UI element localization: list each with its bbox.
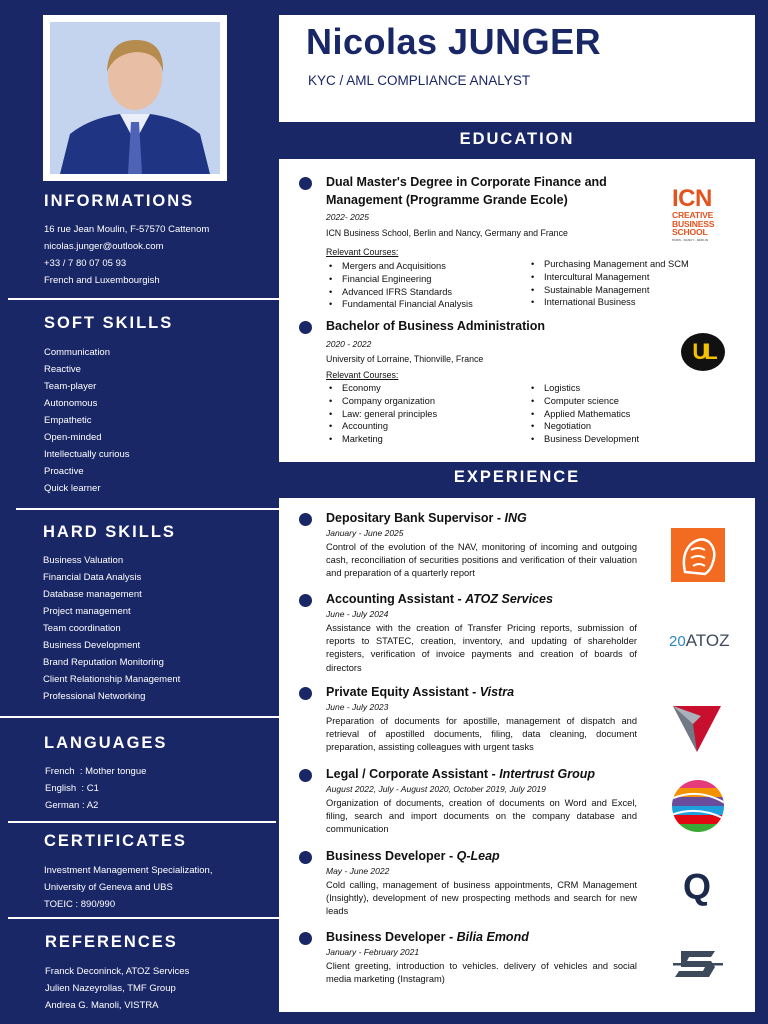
list-item: • Marketing — [329, 433, 437, 446]
header-card — [279, 15, 755, 122]
list-item: Andrea G. Manoli, VISTRA — [45, 1000, 159, 1011]
company-name: Bilia Emond — [456, 930, 529, 944]
company-name: ATOZ Services — [465, 592, 553, 606]
logo-text: ICN — [672, 185, 712, 212]
list-item: Communication — [44, 347, 110, 358]
degree-date: 2020 - 2022 — [326, 339, 372, 349]
ul-logo: UL — [681, 333, 725, 371]
job-description: Control of the evolution of the NAV, monitoring of incoming and outgoing cash, reconciliation of securities positions and verification of their valuation and preparation of a quarterly report — [326, 542, 637, 579]
lion-icon — [671, 528, 725, 582]
list-item: • International Business — [531, 296, 689, 309]
courses-list-right — [531, 382, 639, 446]
bullet-icon — [299, 177, 312, 190]
list-item: Reactive — [44, 364, 81, 375]
degree-title: Dual Master's Degree in Corporate Finance and Management (Programme Grande Ecole) — [326, 175, 607, 207]
bilia-emond-icon — [671, 947, 725, 983]
bullet-icon — [299, 321, 312, 334]
references-title: REFERENCES — [45, 933, 178, 951]
informations-title: INFORMATIONS — [44, 192, 195, 210]
references-section — [0, 933, 278, 1014]
list-item: Business Development — [43, 640, 141, 651]
bullet-icon — [299, 851, 312, 864]
avatar — [50, 22, 220, 174]
list-item: Database management — [43, 589, 142, 600]
degree-date: 2022- 2025 — [326, 212, 370, 222]
job-role: Legal / Corporate Assistant - — [326, 767, 500, 781]
company-name: Q-Leap — [456, 849, 500, 863]
job-date: August 2022, July - August 2020, October 2019, July 2019 — [326, 784, 546, 794]
list-item: • Intercultural Management — [531, 271, 689, 284]
list-item: Team-player — [44, 381, 97, 392]
job-description: Preparation of documents for apostille, management of dispatch and retrieval of apostilled documents, filing, data cleaning, document preparation, assisting colleagues with urgent tasks — [326, 716, 637, 753]
nationality-text: French and Luxembourgish — [44, 275, 160, 286]
job-date: May - June 2022 — [326, 866, 390, 876]
list-item: English : C1 — [45, 783, 99, 794]
logo-text: BUSINESS — [672, 218, 715, 229]
logo-text: SCHOOL — [672, 227, 708, 238]
education-title: EDUCATION — [459, 130, 575, 148]
courses-list-left — [329, 260, 473, 311]
list-item: Proactive — [44, 466, 84, 477]
company-name: Intertrust Group — [499, 767, 596, 781]
list-item: • Negotiation — [531, 420, 639, 433]
divider — [16, 508, 279, 510]
vistra-v-icon — [671, 702, 725, 754]
degree-title: Bachelor of Business Administration — [326, 319, 546, 333]
job-role: Business Developer - — [326, 849, 457, 863]
courses-label: Relevant Courses: — [326, 370, 399, 380]
list-item: • Purchasing Management and SCM — [531, 258, 689, 271]
courses-list-right — [531, 258, 689, 309]
list-item: German : A2 — [45, 800, 99, 811]
list-item: Intellectually curious — [44, 449, 130, 460]
bullet-icon — [299, 769, 312, 782]
experience-title: EXPERIENCE — [453, 468, 581, 486]
list-item: Autonomous — [44, 398, 98, 409]
job-role: Accounting Assistant - — [326, 592, 466, 606]
divider — [8, 821, 276, 823]
hard-skills-title: HARD SKILLS — [43, 523, 176, 541]
page-title: Nicolas JUNGER — [306, 21, 602, 62]
bullet-icon — [299, 513, 312, 526]
list-item: • Company organization — [329, 395, 437, 408]
bullet-icon — [299, 932, 312, 945]
languages-title: LANGUAGES — [44, 734, 168, 752]
courses-label: Relevant Courses: — [326, 247, 399, 257]
job-title: KYC / AML COMPLIANCE ANALYST — [308, 73, 531, 88]
list-item: Project management — [43, 606, 131, 617]
job-role: Business Developer - — [326, 930, 457, 944]
informations-section — [0, 192, 278, 289]
atoz-logo — [669, 623, 729, 659]
institution-name: ICN Business School, Berlin and Nancy, Germany and France — [326, 228, 568, 238]
job-description: Assistance with the creation of Transfer Pricing reports, submission of reports to STATEC, creation, inventory, and updating of shareholder registers, verification of invoice payments and creation of boards of directors — [326, 623, 637, 673]
divider — [8, 917, 279, 919]
list-item: • Mergers and Acquisitions — [329, 260, 473, 273]
list-item: Open-minded — [44, 432, 102, 443]
list-item: • Sustainable Management — [531, 284, 689, 297]
institution-name: University of Lorraine, Thionville, France — [326, 354, 484, 364]
list-item: • Business Development — [531, 433, 639, 446]
profile-photo — [43, 15, 227, 181]
logo-text: CREATIVE — [672, 210, 714, 220]
job-description: Organization of documents, creation of documents on Word and Excel, filing, search and import documents on the company database and communication — [326, 798, 637, 835]
address-text: 16 rue Jean Moulin, F-57570 Cattenom — [44, 224, 210, 235]
bullet-icon — [299, 594, 312, 607]
list-item: French : Mother tongue — [45, 766, 147, 777]
list-item: • Applied Mathematics — [531, 408, 639, 421]
bullet-icon — [299, 687, 312, 700]
hard-skills-section — [0, 523, 278, 705]
icn-logo — [672, 187, 730, 242]
job-role: Private Equity Assistant - — [326, 685, 480, 699]
logo-text: 20 — [669, 633, 686, 650]
courses-list-left — [329, 382, 437, 446]
list-item: • Computer science — [531, 395, 639, 408]
list-item: Business Valuation — [43, 555, 124, 566]
job-description: Cold calling, management of business appointments, CRM Management (Insightly), development of new prospecting methods and search for new leads — [326, 880, 637, 917]
list-item: • Logistics — [531, 382, 639, 395]
list-item: • Accounting — [329, 420, 437, 433]
list-item: Investment Management Specialization, — [44, 865, 213, 876]
list-item: • Law: general principles — [329, 408, 437, 421]
list-item: Empathetic — [44, 415, 92, 426]
list-item: Julien Nazeyrollas, TMF Group — [45, 983, 176, 994]
list-item: Franck Deconinck, ATOZ Services — [45, 966, 190, 977]
list-item: TOEIC : 890/990 — [44, 899, 116, 910]
list-item: • Advanced IFRS Standards — [329, 286, 473, 299]
education-card — [279, 159, 755, 462]
email-text: nicolas.junger@outlook.com — [44, 241, 164, 252]
list-item: • Financial Engineering — [329, 273, 473, 286]
soft-skills-section — [0, 314, 278, 497]
languages-section — [0, 734, 278, 814]
certificates-title: CERTIFICATES — [44, 832, 187, 850]
job-date: June - July 2024 — [326, 609, 389, 619]
job-role: Depositary Bank Supervisor - — [326, 511, 505, 525]
list-item: • Economy — [329, 382, 437, 395]
job-date: June - July 2023 — [326, 702, 389, 712]
job-date: January - June 2025 — [326, 528, 404, 538]
divider — [0, 716, 279, 718]
phone-text: +33 / 7 80 07 05 93 — [44, 258, 127, 269]
list-item: Financial Data Analysis — [43, 572, 142, 583]
logo-text: PARIS · NANCY · BERLIN — [672, 237, 709, 242]
job-date: January - February 2021 — [326, 947, 420, 957]
list-item: Team coordination — [43, 623, 121, 634]
list-item: Brand Reputation Monitoring — [43, 657, 164, 668]
job-description: Client greeting, introduction to vehicles. delivery of vehicles and social media marketing (Instagram) — [326, 961, 637, 985]
list-item: • Fundamental Financial Analysis — [329, 298, 473, 311]
list-item: Client Relationship Management — [43, 674, 181, 685]
list-item: University of Geneva and UBS — [44, 882, 173, 893]
list-item: Professional Networking — [43, 691, 146, 702]
soft-skills-title: SOFT SKILLS — [44, 314, 174, 332]
logo-text: ATOZ — [685, 631, 730, 650]
experience-card — [279, 498, 755, 1012]
intertrust-globe-icon — [671, 779, 725, 833]
certificates-section — [0, 832, 278, 913]
company-name: Vistra — [479, 685, 515, 699]
divider — [8, 298, 279, 300]
qleap-logo: Q — [682, 866, 711, 907]
list-item: Quick learner — [44, 483, 101, 494]
company-name: ING — [504, 511, 527, 525]
